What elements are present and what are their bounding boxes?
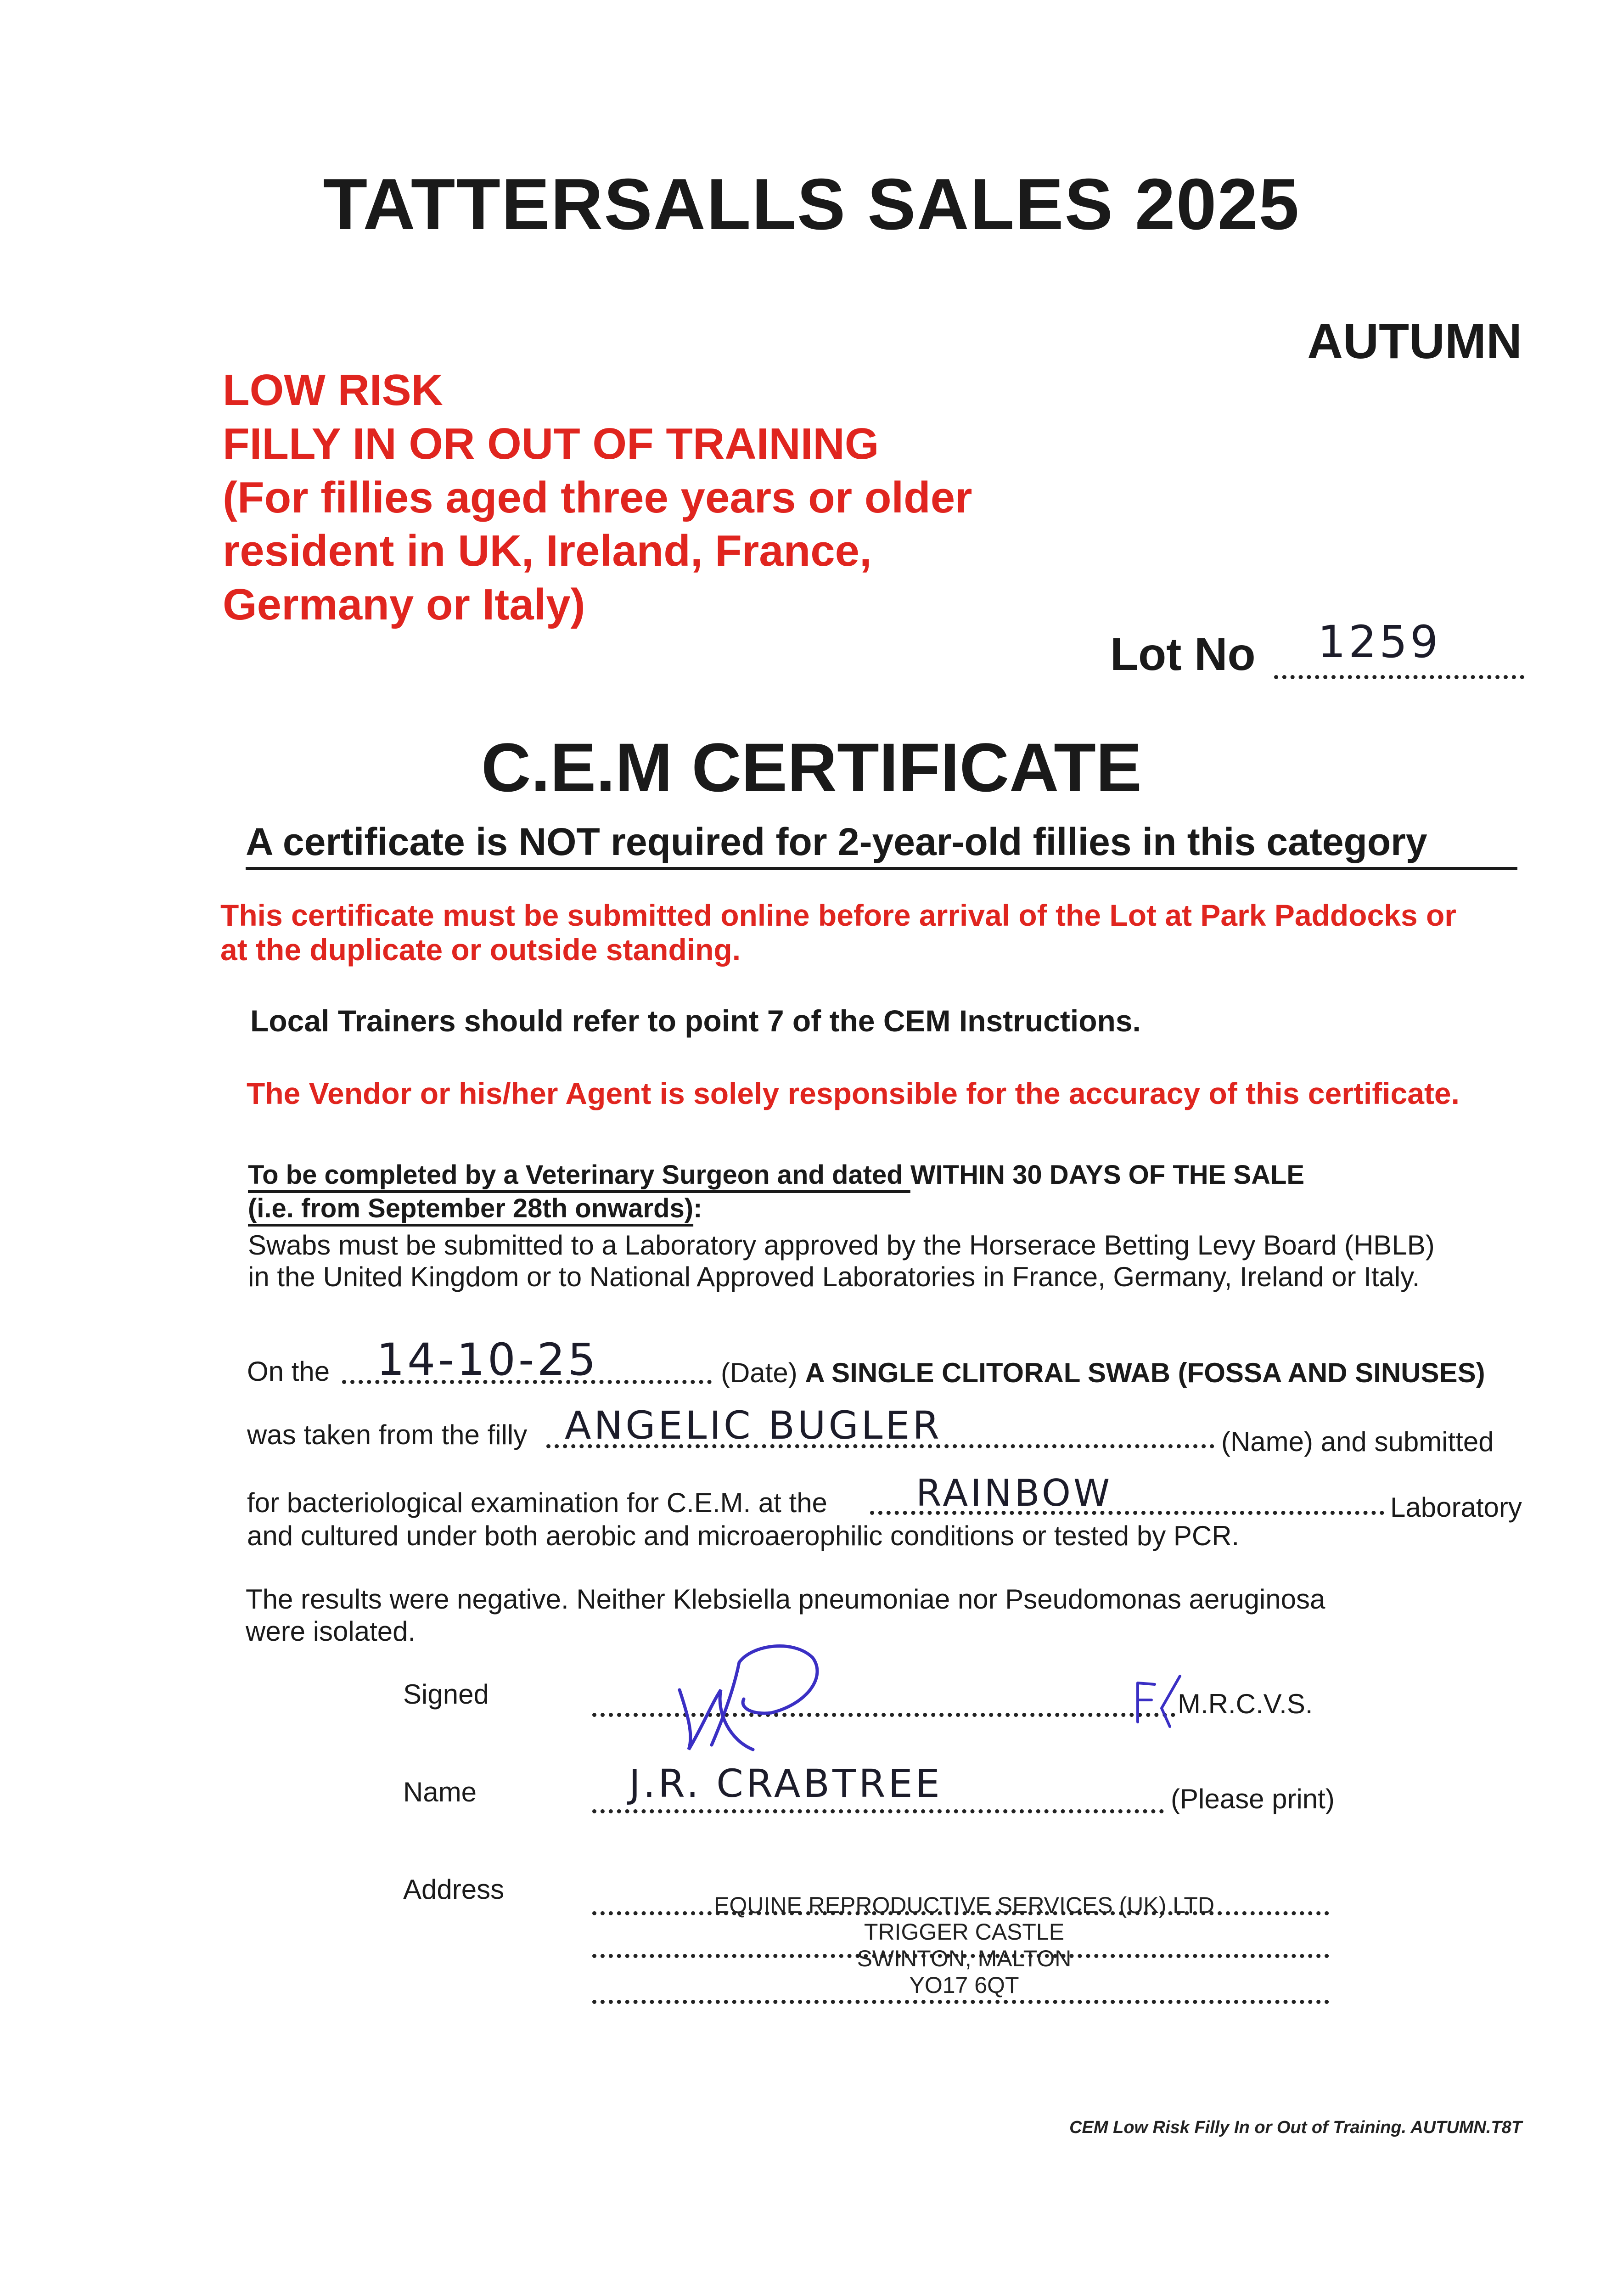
filly-name-value[interactable]: ANGELIC BUGLER [565, 1403, 942, 1448]
completion-instruction-line-1 [248, 1159, 1304, 1190]
swabs-instruction-line-2: in the United Kingdom or to National Approved Laboratories in France, Germany, Ireland or Italy. [248, 1261, 1420, 1292]
completion-colon: : [693, 1193, 702, 1223]
not-required-underline [246, 867, 1517, 870]
results-line-1: The results were negative. Neither Klebsiella pneumoniae nor Pseudomonas aeruginosa [246, 1584, 1325, 1615]
lot-number-value[interactable]: 1259 [1318, 616, 1441, 668]
submit-notice-line-1: This certificate must be submitted online before arrival of the Lot at Park Paddocks or [220, 898, 1456, 932]
date-value[interactable]: 14-10-25 [376, 1334, 599, 1385]
address-stamp-line-3[interactable]: SWINTON, MALTON [857, 1946, 1072, 1971]
results-line-2: were isolated. [246, 1616, 416, 1647]
taken-from-label: was taken from the filly [247, 1419, 528, 1450]
laboratory-label: Laboratory [1390, 1492, 1522, 1523]
footer-form-code: CEM Low Risk Filly In or Out of Training. AUTUMN.T8T [1069, 2118, 1522, 2137]
address-dotted-line-3 [592, 2000, 1329, 2004]
risk-line-5: Germany or Italy) [223, 580, 585, 629]
on-the-label: On the [247, 1356, 330, 1387]
printed-name-dotted-line [592, 1809, 1164, 1813]
address-stamp-line-4[interactable]: YO17 6QT [909, 1972, 1019, 1998]
mrcvs-label: M.R.C.V.S. [1178, 1688, 1313, 1719]
not-required-notice: A certificate is NOT required for 2-year-old fillies in this category [246, 820, 1427, 863]
name-submitted-label: (Name) and submitted [1221, 1426, 1494, 1457]
document-title: TATTERSALLS SALES 2025 [323, 164, 1300, 245]
vendor-responsibility-notice: The Vendor or his/her Agent is solely responsible for the accuracy of this certificate. [247, 1076, 1460, 1110]
lot-label: Lot No [1110, 629, 1256, 680]
lot-dotted-line [1274, 675, 1524, 679]
signature-stroke [680, 1646, 817, 1750]
swabs-instruction-line-1: Swabs must be submitted to a Laboratory approved by the Horserace Betting Levy Board (HBLB) [248, 1230, 1435, 1261]
completion-deadline: WITHIN 30 DAYS OF THE SALE [910, 1160, 1305, 1190]
vet-signature[interactable] [661, 1635, 863, 1763]
address-stamp-line-2[interactable]: TRIGGER CASTLE [864, 1919, 1065, 1945]
completion-date-range: (i.e. from September 28th onwards) [248, 1193, 694, 1223]
local-trainers-note: Local Trainers should refer to point 7 of the CEM Instructions. [250, 1004, 1141, 1038]
printed-name-value[interactable]: J.R. CRABTREE [629, 1761, 943, 1806]
risk-line-4: resident in UK, Ireland, France, [223, 526, 872, 575]
risk-line-1: LOW RISK [223, 366, 443, 415]
date-label: (Date) [721, 1357, 797, 1388]
date-line-tail [721, 1357, 1485, 1389]
risk-line-2: FILLY IN OR OUT OF TRAINING [223, 419, 879, 468]
name-label: Name [403, 1777, 477, 1807]
submit-notice-line-2: at the duplicate or outside standing. [220, 933, 741, 967]
culture-conditions: and cultured under both aerobic and microaerophilic conditions or tested by PCR. [247, 1520, 1240, 1551]
initials-stroke [1138, 1676, 1180, 1727]
address-stamp-line-1[interactable]: EQUINE REPRODUCTIVE SERVICES (UK) LTD [714, 1892, 1214, 1918]
address-label: Address [403, 1874, 505, 1905]
laboratory-value[interactable]: RAINBOW [916, 1472, 1113, 1514]
please-print-label: (Please print) [1171, 1784, 1335, 1814]
completion-instruction-line-2 [248, 1193, 702, 1224]
sale-season: AUTUMN [1307, 313, 1522, 369]
signature-initials [1129, 1671, 1185, 1731]
risk-line-3: (For fillies aged three years or older [223, 473, 972, 522]
bacteriological-exam-label: for bacteriological examination for C.E.M. at the [247, 1487, 827, 1518]
swab-type: A SINGLE CLITORAL SWAB (FOSSA AND SINUSES) [805, 1357, 1485, 1388]
signed-label: Signed [403, 1679, 489, 1710]
completion-instruction-underlined: To be completed by a Veterinary Surgeon and dated [248, 1160, 910, 1190]
certificate-title: C.E.M CERTIFICATE [481, 729, 1142, 806]
